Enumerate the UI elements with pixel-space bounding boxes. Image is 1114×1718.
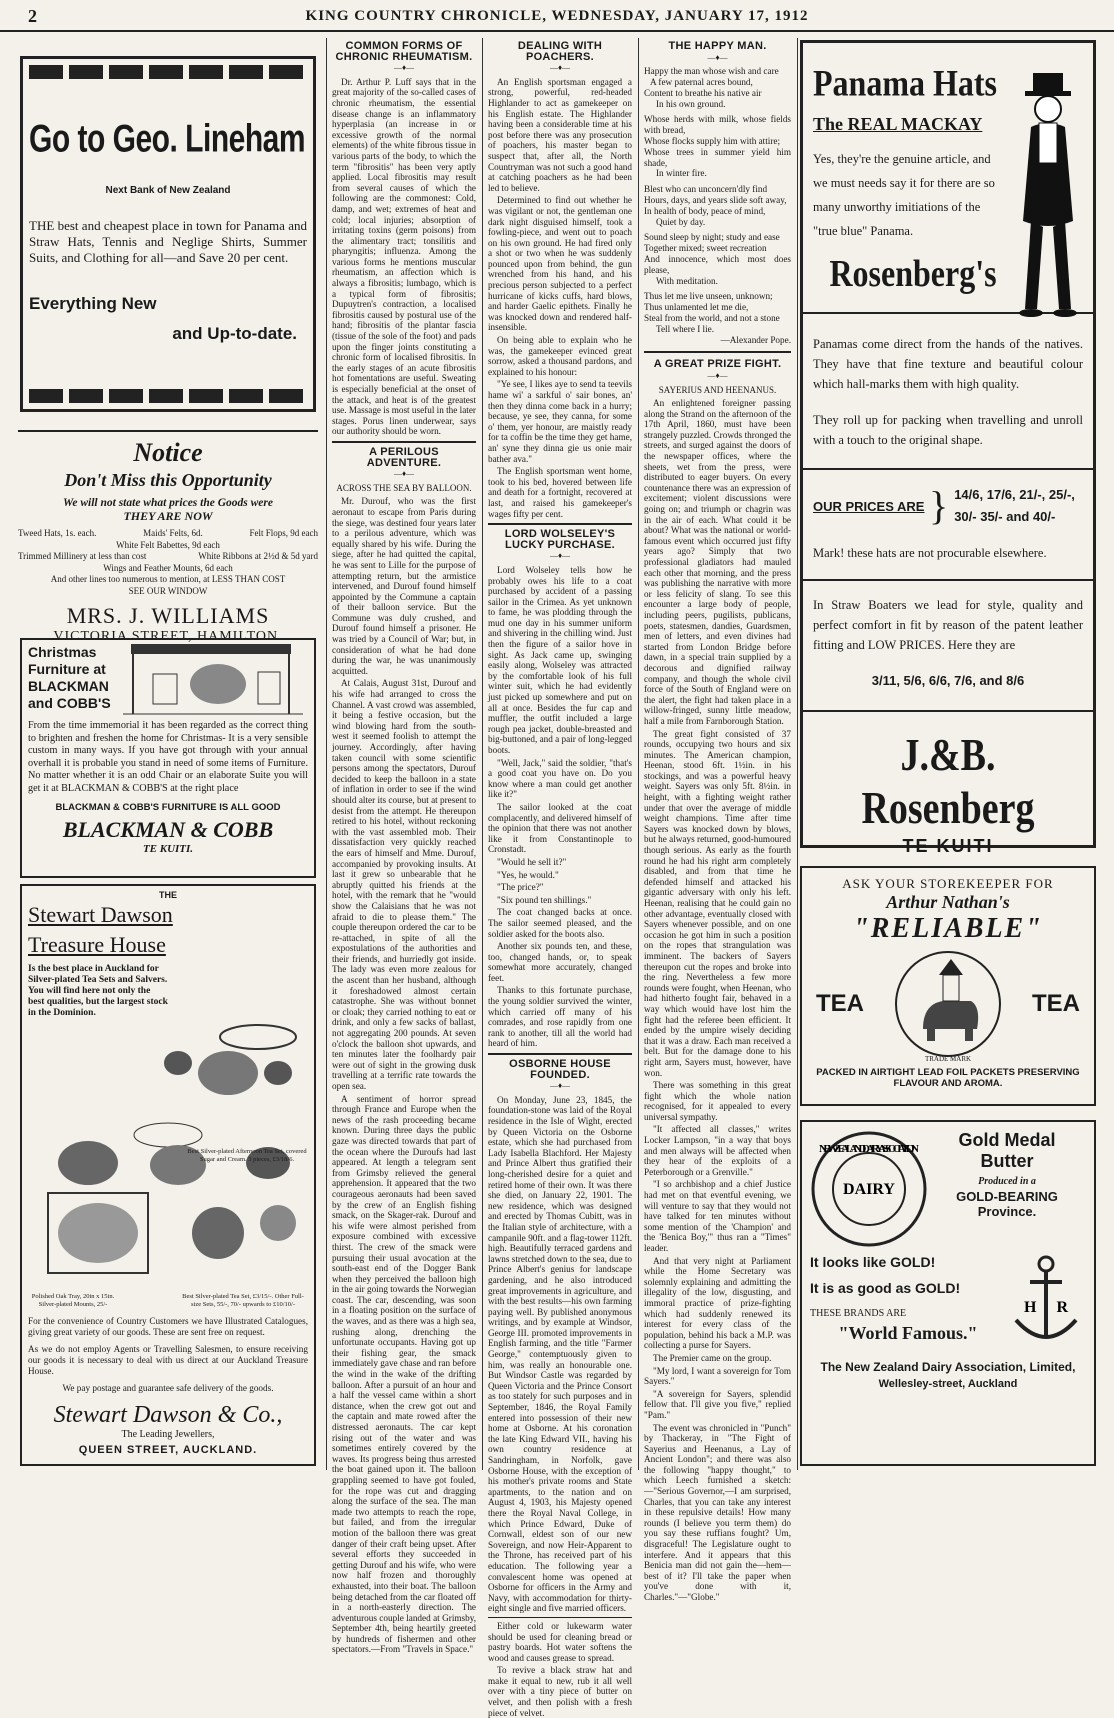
lineham-headline: Go to Geo. Lineham — [29, 117, 306, 161]
article-paragraph: At Calais, August 31st, Durouf and his wife had arranged to cross the Channel. A vast crowd was assembled, it being a festive occasion, but the wind blowing hard from the south-west it seemed foolish to attempt the journey. Accordingly, after having taken council with some scientific persons among the spectators, Durouf decided to keep the balloon in a state of inflation in order to see if the wind should alter its course, but at present to desist from the attempt. He thereupon retired to his hotel, without reckoning with the vast assembled mob. Their dissatisfaction very quickly reached the ears of himself and Mme. Durouf, accompanied by provoking insults. At last it grew so unbearable that he abruptly quitted his friends at the hotel, with the remark that he "would show the Calaisians that he was not afraid to die to please them." The couple thereupon ordered the car to be re-attached, in spite of all the expostulations of the authorities and their friends, and hurriedly got inside. The lady was even more zealous for the ascent than her husband, although it foreshadowed almost certain catastrophe. She was without bonnet or cloak; they carried nothing to eat or drink, and only a few sacks of ballast, not aggregating 200 pounds. At seven o'clock the balloon shot upwards, and ten minutes later the foolhardy pair were out of sight in the growing dusk travelling at a terrific rate towards the open sea. — [332, 678, 476, 1091]
notice-item: Trimmed Millinery at less than cost — [18, 551, 147, 561]
article-heading: A PERILOUS ADVENTURE. — [366, 445, 442, 469]
poem-line: In health of body, peace of mind, — [644, 205, 766, 216]
poem-line: Whose trees in summer yield him shade, — [644, 146, 791, 168]
anchor-letters: H R — [1024, 1299, 1068, 1316]
article-paragraph: Mr. Durouf, who was the first aeronaut to escape from Paris during the siege, was destined four years later to a perilous adventure, which was equally shared by his wife. During the siege, after he had quitted the capital, he was sent to Lille for the purpose of attempting return, but the armistice intervened, and Durouf found himself appointed by the Commune a captain of their balloon service. But the Commune was duly crushed, and Durouf found himself a prisoner. He was tried by a Council of War; but, in consideration of what he had done during the war, he was unanimously acquitted. — [332, 496, 476, 676]
notice-title: Notice — [133, 438, 203, 467]
blackman-title: Furniture at — [28, 661, 106, 677]
poem — [644, 66, 791, 345]
stewart-signature: Stewart Dawson & Co., — [53, 1402, 283, 1428]
notice-item: White Ribbons at 2½d & 5d yard — [198, 551, 318, 561]
stewart-caption: Best Silver-plated Tea Set, £3/15/-. Other Full-size Sets, 55/-, 70/- upwards to £10/10/- — [182, 1293, 304, 1308]
article-subheading: ACROSS THE SEA BY BALLOON. — [336, 482, 472, 493]
article-paragraph: Lord Wolseley tells how he probably owes his life to a coat purchased by accident of a passing sailor in the Crimea. As yet unknown to fame, he was plodding through the mud one day in his summer uniform and shivering in the chilling wind. Just then the figure of a sailor hove in sight. As Jack came up, swinging easily along, Wolseley was attracted by the comfortable look of his full winter suit, which he had evidently just picked up somewhere and put on all at once. Besides the fur cap and muffler, the outfit included a large rough pea jacket, double-breasted and big-buttoned, and a pair of long-legged boots. — [488, 564, 632, 755]
column-4: THE HAPPY MAN. —♦— Happy the man whose wish and care A few paternal acres bound, Content to breathe his native air In his own ground. Whose herds with milk, whose fields with bread, Whose flocks supply him with attire; Whose trees in summer yield him shade, In winter fire. Blest who can unconcern'dly find Hours, days, and years slide soft away, In health of body, peace of mind, Quiet by day. Sound sleep by night; study and ease Together mixed; sweet recreation And innocence, which most does please, With meditation. Thus let me live unseen, unknown; Thus unlamented let me die, Steal from the world, and not a stone Tell where I lie. —Alexander Pope. A GREAT PRIZE FIGHT. —♦— SAYERIUS AND HEENANUS. An enlightened foreigner passing along the Strand on the afternoon of the 17th April, 1860, must have been strangely puzzled. Crowds thronged the streets, and surged against the doors of the newspaper offices, where the sheets, wet from the press, were distributed to eager buyers. On every countenance there was an expression of excitement; violent discussions were going on; and triumph or chagrin was in the air of each. What could it be about? What was the national or world-famous event which occurred just fifty years ago? Simply that two professional gladiators had mauled each other that morning, and the press was publishing the narrative with more or less felicity of slang. To see this encounter a large body of people, including peers, pugilists, publicans, poets, statesmen, dandies, Guardsmen, men of letters, and even divines had started from London Bridge before dawn, in a special train supplied by a decorous and dignified railway company, and though the whole civil force of the South of England were on the alert, the fight had taken place in a willow-fringed, sunny little meadow, half a mile from Farnborough Station. The great fight consisted of 37 rounds, occupying two hours and six minutes. The American champion, Heenan, stood 6ft. 1½in. in his stockings, and was a powerful heavy weight. Sayers was only 5ft. 8½in. in height, with a fighting weight rather under that over the average of middle weight champions. Time after time Sayers was knocked down by blows, but he always returned, good-humoured though serious. As early as the fourth round he had his right arm completely disabled, and from that time he defended himself and attacked his gigantic adversary with only his left. Heenan, realising that he could gain no other advantage, eventually closed with Sayers whenever possible, and on one occasion he got him in such a position on the ropes that strangulation was imminent. The backers of Sayers thereupon cut the ropes and broke into the ring. Nevertheless a few more rounds were fought, when Heenan, who had hitherto fought fair, behaved in a way which would have lost him the fight had the referee been efficient. It ended by the umpire wisely deciding that it was a draw. Each man received a belt. But for the damage done to his right arm, Sayers must, however, have won. There was something in this great fight which the whole nation recognised, for it appealed to every universal sympathy. "It affected all classes," writes Locker Lampson, "in a way that boys and men always will be affected when they hear of the exploits of a Peterborough or a Grenville." "I so archbishop and a chief Justice had met on that eventful evening, we will venture to say that they would not have talked for ten minutes without some mention of the 'Champion' and the 'Benica Boy,'" thus ran a "Times" leader. And that very night at Parliament while the Home Secretary was solemnly explaining and admitting the illegality of the low, disgusting, and immoral practice of prize-fighting which had suddenly renewed its interest for every class of the population, behind his back a M.P. was collecting a purse for Sayers. The Premier came on the group. "My lord, I want a sovereign for Tom Sayers." "A sovereign for Sayers, splendid fellow that. I'll give you five," replied "Pam." The event was chronicled in "Punch" by Thackeray, in "The Fight of Sayerius and Heenanus, a Lay of Ancient London"; and there was also the following "happy thought," to which Leech furnished a sketch:—"Serious Governor,—I am surprised, Charles, that you can take any interest in these repulsive details! How many rounds (I believe you term them) do you say these ruffians fought? Um, disgraceful! The Legislature ought to interfere. And it appears that this Benicia man did not gain the—hem—best of it? I'll take the paper when you've done with it, Charles."—"Globe." — [644, 40, 791, 1602]
blackman-title: Christmas — [28, 644, 97, 660]
article-heading: LORD WOLSELEY'S LUCKY PURCHASE. — [504, 528, 616, 551]
dairy-province: GOLD-BEARING Province. — [956, 1189, 1058, 1219]
article-paragraph: The coat changed backs at once. The sailor seemed pleased, and the soldier asked for the boots also. — [488, 907, 632, 939]
panama-town: TE KUITI — [902, 836, 994, 856]
article-paragraph: "It affected all classes," writes Locker Lampson, "in a way that boys and men always will be affected when they hear of the exploits of a Peterborough or a Grenville." — [644, 1124, 791, 1177]
panama-prices: 30/- 35/- and 40/- — [954, 509, 1056, 524]
gentleman-illustration — [1007, 71, 1087, 319]
tea-label: TEA — [1032, 990, 1080, 1017]
article-paragraph: The event was chronicled in "Punch" by Thackeray, in "The Fight of Sayerius and Heenanus, a Lay of Ancient London"; and there was also the following "happy thought," to which Leech furnished a sketch:—"Serious Governor,—I am surprised, Charles, that you can take any interest in these repulsive details! How many rounds (I believe you term them) do you say these ruffians fought? Um, disgraceful! The Legislature ought to interfere. And it appears that this Benicia man did not gain the—hem—best of it? I'll take the paper when you've done with it, Charles."—"Globe." — [644, 1422, 791, 1602]
article-paragraph: "Well, Jack," said the soldier, "that's a good coat you have on. Do you know where a man could get another like it?" — [488, 757, 632, 800]
stewart-name: Stewart Dawson — [28, 902, 173, 927]
article-paragraph: "Yes, he would." — [497, 869, 559, 880]
blackman-title: and COBB'S — [28, 695, 111, 711]
dairy-brands: THESE BRANDS ARE — [810, 1308, 907, 1319]
column-3: DEALING WITH POACHERS. —♦— An English sportsman engaged a strong, powerful, red-headed Highlander to act as gamekeeper on his English estate. The Highlander having been a considerable time at his post before there was any prosecution of poachers, his master began to suspect that, after all, the North Countryman was not such a good hand at catching poachers as he had been led to believe. Determined to find out whether he was vigilant or not, the gentleman one dark night disguised himself, took a fowling-piece, and went out to poach on his own ground. He had fired only a shot or two when he was suddenly pounced upon from behind, the gun wrenched from his hand, and his precious person subjected to a perfect hurricane of kicks cuffs, hard blows, and harder Gaelic epithets. Finally he was knocked down and rendered half-insensible. On being able to explain who he was, the gamekeeper evinced great sorrow, asked a thousand pardons, and explained to his honour: "Ye see, I likes aye to send ta teevils hame wi' a sarkful o' sair bones, an' then they dinna come back in a hurry; because, ye see, they canna, for some o' them, yer honour, are maistly ready for ta coffin be the time they get hame, an' syne they dinna gie us onie mair bather ava." The English sportsman went home, took to his bed, hovered between life and death for a fortnight, recovered at last, and raised his gamekeeper's wages fifty per cent. LORD WOLSELEY'S LUCKY PURCHASE. —♦— Lord Wolseley tells how he probably owes his life to a coat purchased by accident of a passing sailor in the Crimea. As yet unknown to fame, he was plodding through the mud one day in his summer uniform and shivering in the chilling wind. Just then the figure of a sailor hove in sight. As Jack came up, swinging easily along, Wolseley was attracted by the comfortable look of his full winter suit, which he had evidently just picked up somewhere and put on all at once. Besides the fur cap and muffler, the outfit included a large rough pea jacket, double-breasted and big-buttoned, and a pair of long-legged boots. "Well, Jack," said the soldier, "that's a good coat you have on. Do you know where a man could get another like it?" The sailor looked at the coat complacently, and delivered himself of the opinion that there was not another like it from Constantinople to Cronstadt. "Would he sell it?" "Yes, he would." "The price?" "Six pound ten shillings." The coat changed backs at once. The sailor seemed pleased, and the soldier asked for the boots also. Another six pounds ten, and these, too, changed hands, or, to speak somewhat more accurately, changed feet. Thanks to this fortunate purchase, the young soldier survived the winter, which carried off many of his comrades, and rose rapidly from one rank to another, till all the world had heard of him. OSBORNE HOUSE FOUNDED. —♦— On Monday, June 23, 1845, the foundation-stone was laid of the Royal residence in the Isle of Wight, erected by Queen Victoria on the Osborne estate, which she had purchased from Lady Isabella Blachford. Her Majesty and Prince Albert thus gratified their long-cherished desire for a quiet and retired home of their own. It was there she died, on January 22, 1901. The new residence, which was designed and erected by Thomas Cubitt, was in the Italian style of architecture, with a campanile 90ft. and a flag-tower 112ft. high. Beautifully terraced gardens and lawns stretched down to the sea, due to Prince Albert's genius for landscape gardening, and he also introduced great improvements in agriculture, and with the best results—his own farming paying well. By published anonymous writings, and by example at Windsor, George III. promoted improvements in English farming, and the title "Farmer George," contemptuously given to him, was really an honourable one. But Windsor Castle was regarded by Queen Victoria and the Prince Consort as too stately for such purposes and in September, 1846, the Royal Family entered into possession of their new home at Osborne. At his coronation the late King Edward VII., having his own country residence at Sandringham, in Norfolk, gave Osborne House, with the exception of his mother's private rooms and State apartments, to the nation and on August 4, 1903, his Majesty opened there the Royal Naval College, in which Prince Edward, Duke of Cornwall, eldest son of our new Sovereign, and now Heir-Apparent to the Throne, has received part of his education. The following year a convalescent home was opened at Osborne for officers in the Army and Navy, with accommodation for thirty-eight single and five married officers. Either cold or lukewarm water should be used for cleaning bread or pastry boards. Hot water softens the wood and causes grease to spread. To revive a black straw hat and make it equal to new, rub it all well over with a tiny piece of butter on velvet, and then polish with a fresh piece of velvet. — [488, 40, 632, 1718]
notice-item: Wings and Feather Mounts, 6d each — [103, 562, 233, 573]
poem-line: A few paternal acres bound, — [650, 76, 753, 87]
article-paragraph: On being able to explain who he was, the gamekeeper evinced great sorrow, asked a thousand pardons, and explained to his honour: — [488, 335, 632, 377]
poem-line: Quiet by day. — [656, 216, 706, 227]
notice-subtitle: Don't Miss this Opportunity — [64, 470, 272, 490]
panama-hats-ad: Panama Hats The REAL MACKAY Yes, they're the genuine article, and we must needs say it for there are so many unworthy imitiations of the "true blue" Panama. Rosenberg's Panamas come direct from the hands of the natives. They have that fine texture and beautiful colour which hall-marks them with high quality. They roll up for packing when travelling and unroll with a touch to the original shape. OUR PRICES ARE } 14/6, 17/6, 21/-, 25/-, 30/- 35/- and 40/- Mark! these hats are not procurable elsewhere. In Straw Boaters we lead for style, quality and perfect comfort in fit by reason of the patent leather fitting and LOW PRICES. Here they are 3/11, 5/6, 6/6, 7/6, and 8/6 J.&B. Rosenberg TE KUITI — [800, 40, 1096, 848]
notice-address: VICTORIA STREET, HAMILTON. — [53, 629, 283, 644]
tea-brand: "RELIABLE" — [853, 913, 1043, 944]
poem-line: Whose herds with milk, whose fields with bread, — [644, 114, 791, 136]
stewart-dawson-ad — [20, 884, 316, 1466]
tea-line1: ASK YOUR STOREKEEPER FOR — [842, 876, 1054, 891]
article-heading: DEALING WITH POACHERS. — [517, 40, 603, 63]
tea-line2: Arthur Nathan's — [886, 892, 1010, 912]
panama-prices: 3/11, 5/6, 6/6, 7/6, and 8/6 — [871, 673, 1025, 688]
article-paragraph: And that very night at Parliament while the Home Secretary was solemnly explaining and admitting the illegality of the low, disgusting, and immoral practice of prize-fighting which had suddenly renewed its interest for every class of the population, behind his back a M.P. was collecting a purse for Sayers. — [644, 1255, 791, 1351]
stewart-jewellers: The Leading Jewellers, — [121, 1429, 215, 1440]
stewart-caption: Polished Oak Tray, 20in x 15in. Silver-plated Mounts, 25/- — [31, 1293, 115, 1308]
newspaper-title: KING COUNTRY CHRONICLE, WEDNESDAY, JANUARY 17, 1912 — [305, 8, 809, 24]
article-paragraph: The Premier came on the group. — [653, 1352, 772, 1363]
article-paragraph: "Would he sell it?" — [497, 856, 567, 867]
column-2: COMMON FORMS OF CHRONIC RHEUMATISM. —♦— Dr. Arthur P. Luff says that in the great majority of the so-called cases of chronic rheumatism, the essential disease change is an inflammatory hyperplasia (an increase in or excessive growth of the normal elements) of the white fibrous tissue in various parts of the body, to which the term "fibrositis" has been very aptly applied. Local fibrositis may result from several causes of which the following are the commonest: Cold, damp, and wet; extremes of heat and cold; local injuries; absorption of irritating toxins (germ poisons) from the alimentary tract; tonsilitis and pharyngitis; influenza. Among the various forms he mentions muscular rheumatism, an affection which is always a fibrositis; lumbago, which is a typical form of fibrositis; Dupuytren's contraction, a localised fibrositis caused by postural use of the hand; fibrositis of the plantar fascia (tissue of the sole of the foot) and pads upon the finger joints constituting a chronic form of localised fibrositis. In the early stages of an acute fibrositis hot fomentations are useful. Sweating is especially beneficial at the onset of the attack, and heat is of the greatest use. Massage is most useful in the later stages. Porus linen underwear, says our authority should be worn. A PERILOUS ADVENTURE. —♦— ACROSS THE SEA BY BALLOON. Mr. Durouf, who was the first aeronaut to escape from Paris during the siege, was destined four years later to a perilous adventure, which was equally shared by his wife. During the siege, after he had quitted the capital, he was sent to Lille for the purpose of attempting return, but the armistice intervened, and Durouf found himself appointed by the Commune a captain of their balloon service. But the Commune was duly crushed, and Durouf found himself a prisoner. He was tried by a Council of War; but, in consideration of what he had done during the war, he was unanimously acquitted. At Calais, August 31st, Durouf and his wife had arranged to cross the Channel. A vast crowd was assembled, it being a festive occasion, but the wind blowing hard from the south-west it seemed foolish to attempt the journey. Accordingly, after having taken council with some scientific persons among the spectators, Durouf decided to keep the balloon in a state of inflation in order to see if the wind should alter its course, but at present to desist from the attempt. He thereupon retired to his hotel, without reckoning with the vast assembled mob. Their dissatisfaction very quickly reached the ears of himself and Mme. Durouf, accompanied by provoking insults. At last it grew so unbearable that he abruptly quitted his friends at the hotel, with the remark that he "would show the Calaisians that he was not afraid to die to please them." The couple thereupon ordered the car to be re-attached, in spite of all the expostulations of the authorities and their friends, and hurriedly got inside. The lady was even more zealous for the ascent than her husband, although it foreshadowed almost certain catastrophe. She was without bonnet or cloak; they carried nothing to eat or drink, and only a few sacks of ballast, not aggregating 200 pounds. At seven o'clock the balloon shot upwards, and ten minutes later the foolhardy pair were out of sight in the growing dusk travelling at a terrific rate towards the open sea. A sentiment of horror spread through France and Europe when the news of the rash proceeding became known. During three days the public gaze was directed towards that part of the ocean where the Duroufs had last appeared. At length a telegram sent from Grimsby relieved the general apprehension. It appeared that the two courageous aeronauts had been saved by the crew of an English fishing smack, on the Skager-rak. Durouf and his wife were almost perished from exposure combined with excessive thirst. The crew of the smack were pursuing their usual avocation at the south-east end of the Dogger Bank when they perceived the balloon high in the air going towards the Norwegian coast. The car, descending, was soon in a floating position on the surface of the waves, and as there was a high sea, rushing along, drenching the unfortunate occupants. Having got up their fishing gear, the smack immediately gave chase and ran before the wind in the wake of the drifting balloon. After a pursuit of an hour and a half the vessel came within a short distance, when the crew got out and the captain and mate rowed after the distressed aeronauts. The car kept rising out of the water and was sometimes entirely covered by the waves. Its progress being thus arrested the boat gained upon it. The balloon grappling seemed to have got fouled, for the rope was cut and dragging along the surface of the sea. The man made two attempts to reach the rope, but failed, and from the irregular motion of the balloon there was great danger of their craft being upset. After several efforts they succeeded in getting Durouf and his wife, who were now half frozen and thoroughly exhausted, into their boat. The balloon being detached from the car floated off in a north-easterly direction. The adventurous couple landed at Grimsby, September 4th, being heartily greeted by hundreds of fishermen and other spectators.—From "Travels in Space." — [332, 40, 476, 1655]
article-paragraph: To revive a black straw hat and make it equal to new, rub it all well over with a tiny piece of butter on velvet, and then polish with a fresh piece of velvet. — [488, 1665, 632, 1718]
article-paragraph: "My lord, I want a sovereign for Tom Sayers." — [644, 1365, 791, 1387]
panama-firm: J.&B. Rosenberg — [861, 730, 1035, 834]
dairy-seal — [810, 1130, 928, 1248]
poem-line: In winter fire. — [656, 168, 707, 179]
notice-tagline-2: THEY ARE NOW — [123, 509, 213, 523]
article-heading: THE HAPPY MAN. — [668, 40, 767, 52]
dairy-gold: It is as good as GOLD! — [810, 1280, 961, 1296]
blackman-cobb-ad — [20, 638, 316, 878]
article-paragraph: Another six pounds ten, and these, too, changed hands, or, to speak somewhat more accurately, changed feet. — [488, 941, 632, 983]
article-paragraph: The English sportsman went home, took to his bed, hovered between life and death for a fortnight, recovered at last, and raised his gamekeeper's wages fifty per cent. — [488, 466, 632, 519]
anchor-icon — [1006, 1254, 1086, 1350]
reliable-tea-ad — [800, 866, 1096, 1106]
dairy-gold: It looks like GOLD! — [810, 1254, 936, 1270]
panama-prices: 14/6, 17/6, 21/-, 25/-, — [954, 487, 1075, 502]
poem-line: Sound sleep by night; study and ease — [644, 232, 780, 243]
dairy-famous: "World Famous." — [838, 1323, 978, 1343]
article-paragraph: Dr. Arthur P. Luff says that in the great majority of the so-called cases of chronic rheumatism, the essential disease change is an inflammatory hyperplasia (an increase in or excessive growth of the normal elements) of the white fibrous tissue in various parts of the body, to which the term "fibrositis" has been very aptly applied. Local fibrositis may result from several causes of which the following are the commonest: Cold, damp, and wet; extremes of heat and cold; local injuries; absorption of irritating toxins (germ poisons) from the alimentary tract; tonsilitis and pharyngitis; influenza. Among the various forms he mentions muscular rheumatism, an affection which is always a fibrositis; lumbago, which is a typical form of fibrositis; Dupuytren's contraction, a localised fibrositis caused by postural use of the hand; fibrositis of the plantar fascia (tissue of the sole of the foot) and pads upon the finger joints constituting a chronic form of localised fibrositis. In the early stages of an acute fibrositis hot fomentations are useful. Sweating is especially beneficial at the onset of the attack, and heat is of the greatest use. Massage is most useful in the later stages. Porus linen underwear, says our authority should be worn. — [332, 76, 476, 437]
poem-line: Thus unlamented let me die, — [644, 302, 749, 313]
panama-paragraph: Panamas come direct from the hands of the natives. They have that fine texture and beautiful colour which hall-marks them with high quality. — [813, 337, 1083, 391]
panama-body: Yes, they're the genuine article, and we must needs say it for there are so many unworthy imitiations of the "true blue" Panama. — [813, 152, 995, 238]
poem-line: Happy the man whose wish and care — [644, 66, 779, 77]
dairy-produced: Produced in a — [978, 1176, 1036, 1187]
seal-center: DAIRY — [843, 1181, 895, 1198]
poem-line: Content to breathe his native air — [644, 87, 762, 98]
poem-line: Hours, days, and years slide soft away, — [644, 194, 787, 205]
decorative-border — [29, 389, 307, 403]
poem-line: Blest who can unconcern'dly find — [644, 184, 768, 195]
article-paragraph: There was something in this great fight which the whole nation recognised, for it appealed to every universal sympathy. — [644, 1080, 791, 1122]
article-heading: OSBORNE HOUSE FOUNDED. — [509, 1058, 611, 1081]
dairy-title: Gold Medal — [958, 1130, 1056, 1150]
poem-line: Steal from the world, and not a stone — [644, 312, 780, 323]
panama-mark: Mark! these hats are not procurable elsewhere. — [813, 546, 1047, 560]
poem-line: In his own ground. — [656, 98, 726, 109]
blackman-name: BLACKMAN & COBB — [62, 816, 274, 842]
poem-author: —Alexander Pope. — [720, 334, 791, 345]
notice-tagline: We will not state what prices the Goods were — [63, 497, 273, 509]
notice-item: And other lines too numerous to mention, at LESS THAN COST — [50, 574, 286, 584]
notice-ad — [18, 430, 318, 644]
stewart-street: QUEEN STREET, AUCKLAND. — [78, 1444, 258, 1456]
article-paragraph: An English sportsman engaged a strong, powerful, red-headed Highlander to act as gamekeeper on his English estate. The Highlander having been a considerable time at his post before there was any prosecution of poachers, his master began to suspect that, after all, the North Countryman was not such a good hand at catching poachers as he had been led to believe. — [488, 76, 632, 193]
stewart-name: Treasure House — [28, 932, 166, 957]
article-paragraph: "Ye see, I likes aye to send ta teevils hame wi' a sarkful o' sair bones, an' then they dinna come back in a hurry; because, ye see, they canna, for some o' them, yer honour, are maistly ready for ta coffin be the time they get hame, an' syne they dinna gie us onie mair bather ava." — [488, 379, 632, 464]
article-paragraph: The sailor looked at the coat complacently, and delivered himself of the opinion that there was not another like it from Constantinople to Cronstadt. — [488, 801, 632, 855]
tea-footer: PACKED IN AIRTIGHT LEAD FOIL PACKETS PRESERVING FLAVOUR AND AROMA. — [816, 1067, 1080, 1089]
page-number: 2 — [28, 6, 37, 26]
blackman-body: From the time immemorial it has been regarded as the correct thing to brighten and freshen the home for Christmas- It is a very sensible custom in many ways. If you have got through with your annual overhall it is probable you stand in need of some items of Furniture. No matter whether it is an odd Chair or an elaborate Suite you will get it at BLACKMAN & COBB'S at the right place — [28, 720, 308, 794]
notice-item: Felt Flops, 9d each — [249, 528, 318, 538]
notice-item: SEE OUR WINDOW — [128, 585, 208, 596]
seal-text: NEW ZEALAND DAIRY ASSOCIATION — [819, 1143, 919, 1155]
article-paragraph: "The price?" — [497, 882, 544, 893]
lineham-slogan-2: and Up-to-date. — [172, 324, 297, 343]
article-paragraph: A sentiment of horror spread through France and Europe when the news of the rash proceeding became known. During three days the public gaze was directed towards that part of the ocean where the Duroufs had last appeared. At length a telegram sent from Grimsby relieved the general apprehension. It appeared that the two courageous aeronauts had been saved by the crew of an English fishing smack, on the Skager-rak. Durouf and his wife were almost perished from exposure combined with excessive thirst. The crew of the smack were pursuing their usual avocation at the south-east end of the Dogger Bank when they perceived the balloon high in the air going towards the Norwegian coast. The car, descending, was soon in a floating position on the surface of the waves, and as there was a high sea, rushing along, drenching the unfortunate occupants. Having got up their fishing gear, the smack immediately gave chase and ran before the wind in the wake of the drifting balloon. After a pursuit of an hour and a half the vessel came within a short distance, when the crew got out and the captain and mate rowed after the distressed aeronauts. The car kept rising out of the water and was sometimes entirely covered by the waves. Its progress being thus arrested the boat gained upon it. The balloon grappling seemed to have got fouled, for the rope was cut and dragging along the surface of the sea. The man made two attempts to reach the rope, but failed, and from the irregular motion of the balloon there was great danger of their craft being upset. After several efforts they succeeded in getting Durouf and his wife, who were now half frozen and thoroughly exhausted, into their boat. The balloon being detached from the car floated off in a north-easterly direction. The adventurous couple landed at Grimsby, September 4th, being heartily greeted by hundreds of fishermen and other spectators.—From "Travels in Space." — [332, 1093, 476, 1655]
lineham-ad — [20, 56, 316, 412]
article-paragraph: "I so archbishop and a chief Justice had met on that eventful evening, we will venture to say that they would not have talked for ten minutes without some mention of the 'Champion' and the 'Benica Boy,'" thus ran a "Times" leader. — [644, 1179, 791, 1253]
panama-prices-label: OUR PRICES ARE — [813, 498, 925, 514]
dairy-association-ad — [800, 1120, 1096, 1466]
page-header — [0, 0, 1114, 32]
blackman-strap: BLACKMAN & COBB'S FURNITURE IS ALL GOOD — [55, 801, 281, 813]
stewart-caption: Best Silver-plated Afternoon Tea Set, covered Sugar and Cream. 3 pieces, £3/18/6. — [187, 1148, 307, 1163]
article-subheading: SAYERIUS AND HEENANUS. — [658, 384, 777, 395]
article-paragraph: "A sovereign for Sayers, splendid fellow that. I'll give you five," replied "Pam." — [644, 1388, 791, 1420]
panama-paragraph: In Straw Boaters we lead for style, quality and perfect comfort in fit by reason of the patent leather fitting and LOW PRICES. Here they are — [813, 598, 1083, 652]
panama-paragraph: They roll up for packing when travelling and unroll with a touch to the original shape. — [813, 413, 1083, 447]
poem-line: Together mixed; sweet recreation — [644, 243, 767, 254]
article-paragraph: An enlightened foreigner passing along the Strand on the afternoon of the 17th April, 1860, must have been strangely puzzled. Crowds thronged the streets, and surged against the doors of the newspaper offices, where the sheets, wet from the press, were distributed to eager buyers. On every countenance there was an expression of excitement; violent discussions were going on; and triumph or chagrin was in the air of each. What could it be about? What was the national or world-famous event which occurred just fifty years ago? Simply that two professional gladiators had mauled each other that morning, and the press was publishing the narrative with more or less felicity of slang. To see this encounter a large body of people, including peers, pugilists, publicans, poets, statesmen, dandies, Guardsmen, men of letters, and even divines had started from London Bridge before dawn, in a special train supplied by a decorous and dignified railway company, and though the whole civil force of the South of England were on the alert, the fight had taken place in a willow-fringed, sunny little meadow, half a mile from Farnborough Station. — [644, 398, 791, 726]
notice-item: Tweed Hats, 1s. each. — [18, 528, 97, 538]
stewart-para: We pay postage and guarantee safe delivery of the goods. — [62, 1383, 274, 1393]
lineham-location: Next Bank of New Zealand — [105, 185, 231, 196]
article-paragraph: "Six pound ten shillings." — [497, 894, 592, 905]
stewart-the: THE — [159, 890, 177, 900]
decorative-border — [29, 65, 307, 79]
dairy-title: Butter — [980, 1151, 1034, 1171]
furniture-illustration — [123, 644, 303, 716]
blackman-title: BLACKMAN — [28, 678, 109, 694]
article-heading: A GREAT PRIZE FIGHT. — [653, 358, 782, 371]
dairy-street: Wellesley-street, Auckland — [878, 1378, 1018, 1390]
article-paragraph: The great fight consisted of 37 rounds, occupying two hours and six minutes. The American champion, Heenan, stood 6ft. 1½in. in his stockings, and was a powerful heavy weight. Sayers was only 5ft. 8½in. in height, with a fighting weight rather under that over the average of middle weight champions. Time after time Sayers was knocked down by blows, but he always returned, good-humoured though serious. As early as the fourth round he had his right arm completely disabled, and from that time he defended himself and attacked his gigantic adversary with only his left. Heenan, realising that he could gain no other advantage, eventually closed with Sayers whenever possible, and on one occasion he got him in such a position on the ropes that strangulation was imminent. The backers of Sayers thereupon cut the ropes and broke into the ring. Nevertheless a few more rounds were fought, when Heenan, who had hitherto fought fair, behaved in a way which would have lost him the fight had the referee been efficient. It ended by the umpire wisely deciding that it was a draw. Each man received a belt. But for the damage done to his right arm, Sayers must, however, have won. — [644, 728, 791, 1078]
lineham-body: THE best and cheapest place in town for Panama and Straw Hats, Tennis and Neglige Shirts, Summer Suits, and Clothing for all—and Save 20 per cent. — [29, 218, 307, 265]
poem-line: And innocence, which most does please, — [644, 253, 791, 275]
lineham-slogan-1: Everything New — [29, 294, 157, 313]
article-heading: COMMON FORMS OF CHRONIC RHEUMATISM. — [335, 40, 473, 63]
poem-line: Whose flocks supply him with attire; — [644, 135, 781, 146]
tea-trademark-text: TRADE MARK — [924, 1055, 972, 1063]
blackman-town: TE KUITI. — [142, 842, 194, 855]
article-paragraph: Determined to find out whether he was vigilant or not, the gentleman one dark night disguised himself, took a fowling-piece, and went out to poach on his own ground. He had fired only a shot or two when he was suddenly pounced upon from behind, the gun wrenched from his hand, and his precious person subjected to a perfect hurricane of kicks cuffs, hard blows, and harder Gaelic epithets. Finally he was knocked down and rendered half-insensible. — [488, 195, 632, 333]
article-paragraph: Thanks to this fortunate purchase, the young soldier survived the winter, which carried off many of his comrades, and rose rapidly from one rank to another, till all the world had heard of him. — [488, 985, 632, 1049]
stewart-para: As we do not employ Agents or Travelling Salesmen, to ensure receiving our goods it is necessary to deal with us direct at our Auckland Treasure House. — [28, 1344, 308, 1376]
poem-line: Thus let me live unseen, unknown; — [644, 291, 773, 302]
article-paragraph: Either cold or lukewarm water should be used for cleaning bread or pastry boards. Hot water softens the wood and causes grease to spread. — [488, 1620, 632, 1663]
stewart-intro: Is the best place in Auckland for Silver-plated Tea Sets and Salvers. You will find here not only the best qualities, but the largest stock in the Dominion. — [28, 964, 168, 1018]
tea-label: TEA — [816, 990, 864, 1017]
poem-line: Tell where I lie. — [656, 323, 715, 334]
article-paragraph: On Monday, June 23, 1845, the foundation-stone was laid of the Royal residence in the Isle of Wight, erected by Queen Victoria on the Osborne estate, which she had purchased from Lady Isabella Blachford. Her Majesty and Prince Albert thus gratified their long-cherished desire for a quiet and retired home of their own. It was there she died, on January 22, 1901. The new residence, which was designed and erected by Thomas Cubitt, was in the Italian style of architecture, with a campanile 90ft. and a flag-tower 112ft. high. Beautifully terraced gardens and lawns stretched down to the sea, due to Prince Albert's genius for landscape gardening, and he also introduced great improvements in agriculture, and with the best results—his own farming paying well. By published anonymous writings, and by example at Windsor, George III. promoted improvements in English farming, and the title "Farmer George," contemptuously given to him, was really an honourable one. But Windsor Castle was regarded by Queen Victoria and the Prince Consort as too stately for such purposes and in September, 1846, the Royal Family entered into possession of their new home at Osborne. At his coronation the late King Edward VII., having his own country residence at Sandringham, in Norfolk, gave Osborne House, with the exception of his mother's private rooms and State apartments, to the nation and on August 4, 1903, his Majesty opened there the Royal Naval College, in which Prince Edward, Duke of Cornwall, eldest son of our new Sovereign, and now Heir-Apparent to the Throne, has received part of his education. The following year a convalescent home was opened at Osborne for officers in the Army and Navy, with accommodation for thirty-eight single and five married officers. — [488, 1094, 632, 1614]
panama-subtitle: The REAL MACKAY — [813, 114, 983, 134]
notice-item: White Felt Babettes, 9d each — [116, 539, 220, 550]
dairy-association: The New Zealand Dairy Association, Limited, — [820, 1360, 1076, 1374]
panama-title: Panama Hats — [813, 62, 997, 104]
elephant-trademark — [893, 949, 1003, 1059]
stewart-para: For the convenience of Country Customers we have Illustrated Catalogues, giving great variety of our goods. These are sent free on request. — [28, 1316, 308, 1337]
notice-proprietor: MRS. J. WILLIAMS — [66, 603, 270, 628]
panama-brand: Rosenberg's — [829, 251, 997, 295]
notice-item: Maids' Felts, 6d. — [143, 528, 203, 538]
poem-line: With meditation. — [656, 275, 718, 286]
